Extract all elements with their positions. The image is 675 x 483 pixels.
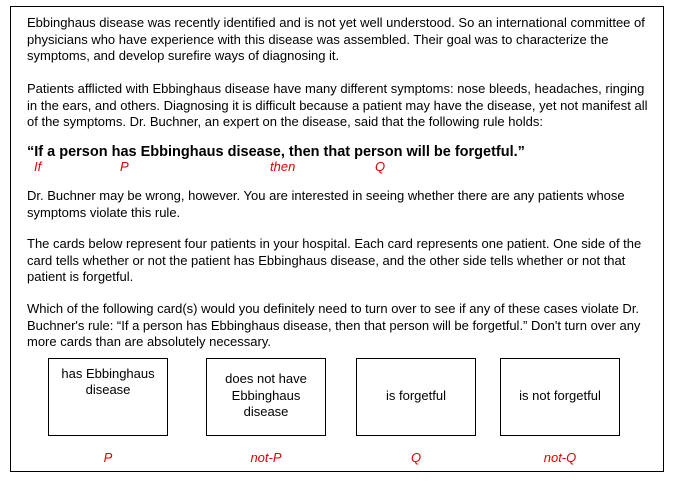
card-not-q-text: is not forgetful <box>519 387 601 403</box>
card-label-q: Q <box>410 450 422 465</box>
symptoms-paragraph: Patients afflicted with Ebbinghaus disease have many different symptoms: nose bleeds, headaches, ringing in the ears, and others. Diagnosing it is difficult because a patient may have the disease, yet not manifest all of the symptoms. Dr. Buchner, an expert on the disease, said that the following rule holds: <box>27 81 648 129</box>
logic-label-p: P <box>120 159 129 174</box>
card-not-q[interactable] <box>500 358 620 436</box>
card-p-text: has Ebbinghaus disease <box>61 365 155 397</box>
card-q-text: is forgetful <box>386 387 446 403</box>
question-paragraph: Which of the following card(s) would you definitely need to turn over to see if any of these cases violate Dr. Buchner's rule: “If a person has Ebbinghaus disease, then that person will be forgetful.” Don't turn over any more cards than are absolutely necessary. <box>27 301 641 349</box>
rule-statement: “If a person has Ebbinghaus disease, then that person will be forgetful.” <box>27 144 525 160</box>
card-label-p: P <box>103 450 113 465</box>
logic-label-if: If <box>34 159 42 174</box>
card-not-p-text: does not have Ebbinghaus disease <box>225 371 307 420</box>
logic-label-q: Q <box>375 159 386 174</box>
card-label-not-p: not-P <box>250 450 282 465</box>
logic-label-then: then <box>270 159 296 174</box>
card-label-not-q: not-Q <box>543 450 577 465</box>
doubt-paragraph: Dr. Buchner may be wrong, however. You are interested in seeing whether there are any patients whose symptoms violate this rule. <box>27 188 625 220</box>
card-not-p[interactable] <box>206 358 326 436</box>
card-p[interactable] <box>48 358 168 436</box>
card-q[interactable] <box>356 358 476 436</box>
cards-intro-paragraph: The cards below represent four patients in your hospital. Each card represents one patient. One side of the card tells whether or not the patient has Ebbinghaus disease, and the other side tells whether or not that patient is forgetful. <box>27 236 642 284</box>
intro-paragraph: Ebbinghaus disease was recently identified and is not yet well understood. So an international committee of physicians who have experience with this disease was assembled. Their goal was to characterize the symptoms, and develop surefire ways of diagnosing it. <box>27 15 645 63</box>
